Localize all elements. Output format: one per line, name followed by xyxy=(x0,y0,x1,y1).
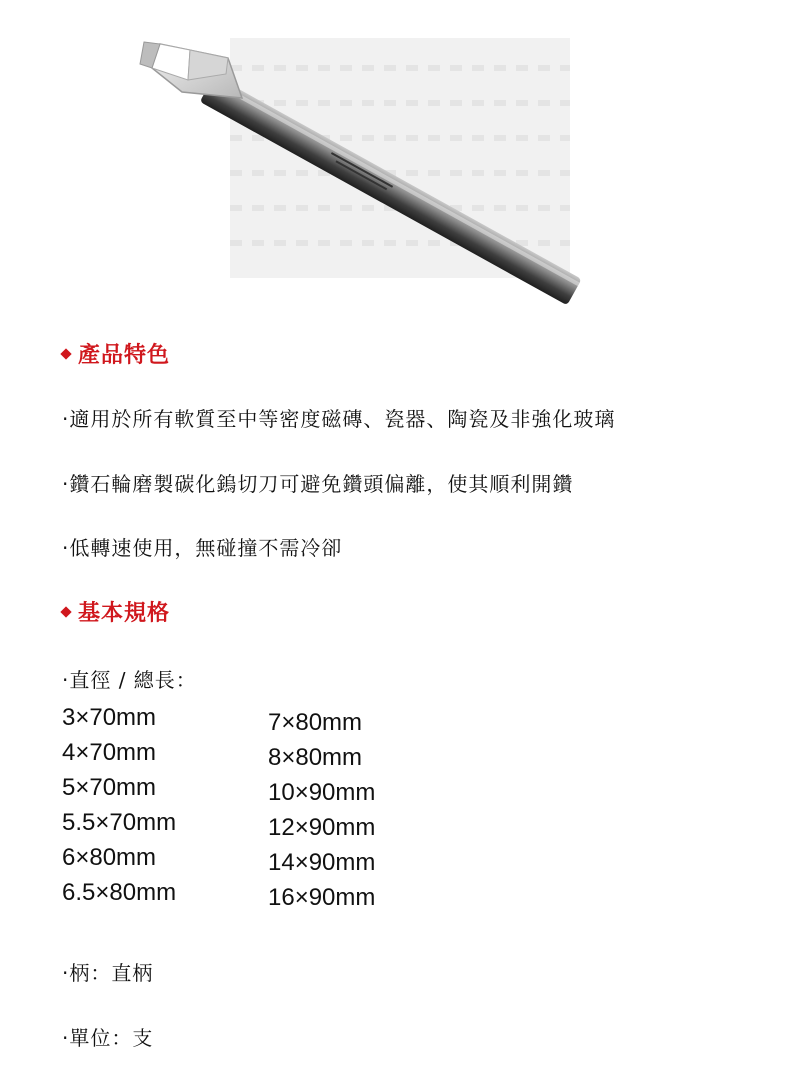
size-item: 8×80mm xyxy=(268,744,363,771)
feature-item: ·適用於所有軟質至中等密度磁磚、瓷器、陶瓷及非強化玻璃 xyxy=(62,407,616,431)
diamond-bullet-icon xyxy=(60,348,71,359)
size-item: 16×90mm xyxy=(268,884,376,911)
feature-item: ·低轉速使用，無碰撞不需冷卻 xyxy=(62,536,343,560)
size-item: 6×80mm xyxy=(62,844,157,871)
size-item: 10×90mm xyxy=(268,779,376,806)
size-label: ·直徑 / 總長： xyxy=(62,668,197,692)
feature-item: ·鑽石輪磨製碳化鎢切刀可避免鑽頭偏離，使其順利開鑽 xyxy=(62,472,574,496)
size-item: 5.5×70mm xyxy=(62,809,177,836)
size-item: 6.5×80mm xyxy=(62,879,177,906)
unit-info: ·單位：支 xyxy=(62,1026,154,1050)
features-heading xyxy=(62,338,170,369)
features-heading-text: 產品特色 xyxy=(78,343,171,368)
size-item: 5×70mm xyxy=(62,774,157,801)
specs-heading xyxy=(62,596,170,627)
size-item: 4×70mm xyxy=(62,739,157,766)
drill-bit-image xyxy=(130,28,610,308)
size-item: 7×80mm xyxy=(268,709,363,736)
size-list-right xyxy=(268,705,375,915)
diamond-bullet-icon xyxy=(60,606,71,617)
size-item: 3×70mm xyxy=(62,704,157,731)
shank-info: ·柄：直柄 xyxy=(62,961,154,985)
size-item: 12×90mm xyxy=(268,814,376,841)
specs-heading-text: 基本規格 xyxy=(78,601,171,626)
size-item: 14×90mm xyxy=(268,849,376,876)
size-list-left xyxy=(62,700,176,910)
